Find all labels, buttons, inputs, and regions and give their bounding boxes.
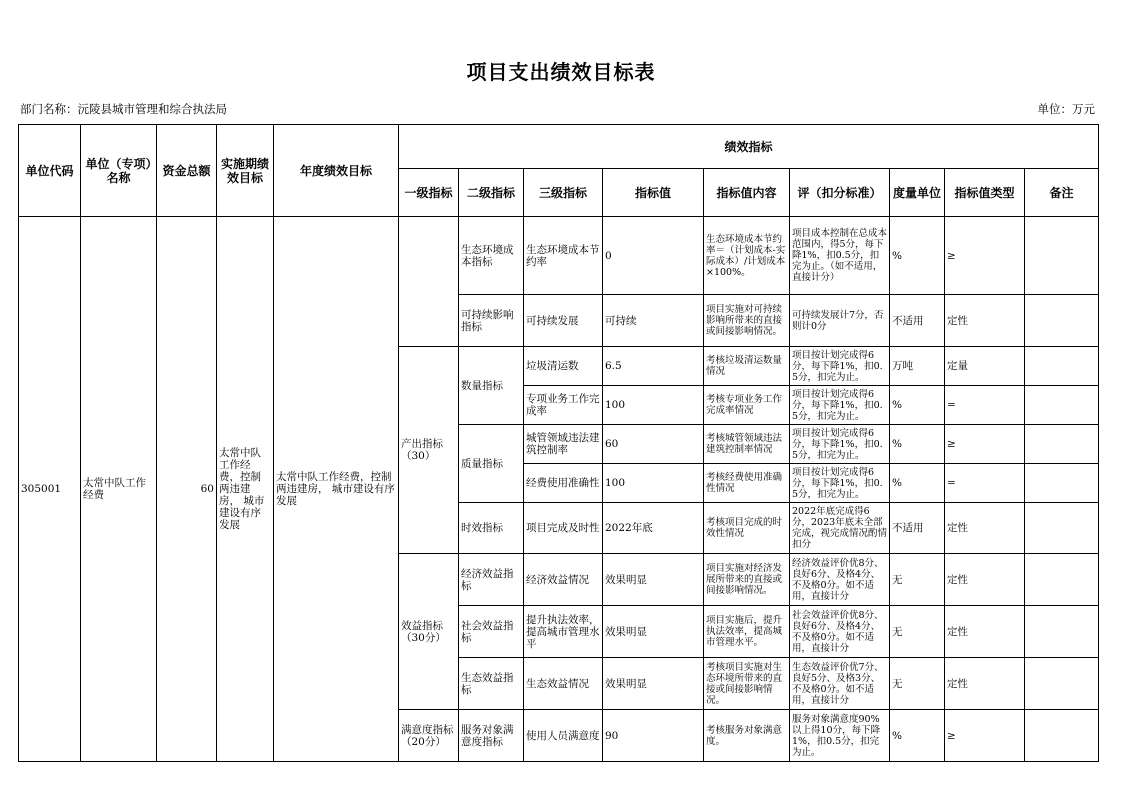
remark-cell	[1025, 217, 1099, 295]
header-level2: 二级指标	[459, 169, 524, 217]
header-period-goal: 实施期绩效目标	[217, 125, 274, 217]
criteria-cell: 项目按计划完成得6分，每下降1%，扣0.5分，扣完为止。	[790, 347, 890, 386]
content-cell: 生态环境成本节约率＝（计划成本-实际成本）/计划成本×100%。	[704, 217, 790, 295]
level1-satisfaction: 满意度指标（20分）	[399, 710, 459, 762]
level2-ecological: 生态效益指标	[459, 658, 524, 710]
header-unit-code: 单位代码	[19, 125, 81, 217]
level1-output: 产出指标（30）	[399, 347, 459, 554]
content-cell: 考核服务对象满意度。	[704, 710, 790, 762]
remark-cell	[1025, 386, 1099, 425]
level3-cell: 项目完成及时性	[524, 503, 603, 554]
criteria-cell: 社会效益评价优8分、良好6分、及格4分、不及格0分。如不适用，直接计分	[790, 606, 890, 658]
project-code: 305001	[19, 217, 81, 762]
remark-cell	[1025, 658, 1099, 710]
level3-cell: 使用人员满意度	[524, 710, 603, 762]
level2-quality: 质量指标	[459, 425, 524, 503]
unit-cell: %	[890, 386, 945, 425]
level3-cell: 生态环境成本节约率	[524, 217, 603, 295]
unit-cell: 无	[890, 658, 945, 710]
level2-social: 社会效益指标	[459, 606, 524, 658]
type-cell: ≥	[945, 425, 1025, 464]
unit-cell: %	[890, 464, 945, 503]
level3-cell: 经济效益情况	[524, 554, 603, 606]
unit-cell: %	[890, 425, 945, 464]
header-value-type: 指标值类型	[945, 169, 1025, 217]
project-name: 太常中队工作经费	[81, 217, 157, 762]
value-cell: 90	[603, 710, 704, 762]
project-period-goal: 太常中队工作经费，控制两违建房， 城市建设有序发展	[217, 217, 274, 762]
content-cell: 考核项目完成的时效性情况	[704, 503, 790, 554]
unit-cell: %	[890, 217, 945, 295]
content-cell: 考核城管领域违法建筑控制率情况	[704, 425, 790, 464]
header-row	[19, 125, 1099, 169]
level1-cost	[399, 217, 459, 347]
remark-cell	[1025, 503, 1099, 554]
value-cell: 效果明显	[603, 658, 704, 710]
content-cell: 考核项目实施对生态环境所带来的直接或间接影响情况。	[704, 658, 790, 710]
level2-sustain: 可持续影响指标	[459, 295, 524, 347]
unit-label: 单位：万元	[1037, 102, 1095, 116]
type-cell: 定性	[945, 658, 1025, 710]
table-row	[19, 217, 1099, 295]
performance-table	[18, 124, 1099, 762]
type-cell: 定性	[945, 295, 1025, 347]
level1-benefit: 效益指标（30分）	[399, 554, 459, 710]
type-cell: ≥	[945, 710, 1025, 762]
value-cell: 效果明显	[603, 554, 704, 606]
value-cell: 0	[603, 217, 704, 295]
header-level1: 一级指标	[399, 169, 459, 217]
header-annual-goal: 年度绩效目标	[274, 125, 399, 217]
remark-cell	[1025, 425, 1099, 464]
value-cell: 100	[603, 386, 704, 425]
type-cell: 定量	[945, 347, 1025, 386]
header-measure-unit: 度量单位	[890, 169, 945, 217]
content-cell: 考核经费使用准确性情况	[704, 464, 790, 503]
level3-cell: 垃圾清运数	[524, 347, 603, 386]
level2-timeliness: 时效指标	[459, 503, 524, 554]
value-cell: 6.5	[603, 347, 704, 386]
level3-cell: 城管领域违法建筑控制率	[524, 425, 603, 464]
header-fund-total: 资金总额	[157, 125, 217, 217]
level2-service: 服务对象满意度指标	[459, 710, 524, 762]
header-level3: 三级指标	[524, 169, 603, 217]
criteria-cell: 服务对象满意度90%以上得10分，每下降1%，扣0.5分，扣完为止。	[790, 710, 890, 762]
type-cell: =	[945, 386, 1025, 425]
level3-cell: 可持续发展	[524, 295, 603, 347]
header-criteria: 评（扣分标准）	[790, 169, 890, 217]
value-cell: 60	[603, 425, 704, 464]
header-value: 指标值	[603, 169, 704, 217]
criteria-cell: 经济效益评价优8分、良好6分、及格4分、不及格0分。如不适用，直接计分	[790, 554, 890, 606]
level3-cell: 经费使用准确性	[524, 464, 603, 503]
level3-cell: 专项业务工作完成率	[524, 386, 603, 425]
type-cell: 定性	[945, 503, 1025, 554]
unit-cell: 万吨	[890, 347, 945, 386]
remark-cell	[1025, 295, 1099, 347]
unit-cell: 不适用	[890, 503, 945, 554]
unit-cell: 无	[890, 606, 945, 658]
value-cell: 效果明显	[603, 606, 704, 658]
level2-eco-cost: 生态环境成本指标	[459, 217, 524, 295]
level3-cell: 提升执法效率，提高城市管理水平	[524, 606, 603, 658]
type-cell: =	[945, 464, 1025, 503]
content-cell: 考核专项业务工作完成率情况	[704, 386, 790, 425]
criteria-cell: 项目成本控制在总成本范围内，得5分，每下降1%，扣0.5分，扣完为止。（如不适用，直接计分）	[790, 217, 890, 295]
content-cell: 项目实施后，提升执法效率，提高城市管理水平。	[704, 606, 790, 658]
value-cell: 可持续	[603, 295, 704, 347]
content-cell: 项目实施对经济发展所带来的直接或间接影响情况。	[704, 554, 790, 606]
project-annual-goal: 太常中队工作经费，控制两违建房， 城市建设有序发展	[274, 217, 399, 762]
remark-cell	[1025, 710, 1099, 762]
project-amount: 60	[157, 217, 217, 762]
criteria-cell: 可持续发展计7分，否则计0分	[790, 295, 890, 347]
level2-economic: 经济效益指标	[459, 554, 524, 606]
type-cell: 定性	[945, 554, 1025, 606]
remark-cell	[1025, 554, 1099, 606]
unit-cell: 不适用	[890, 295, 945, 347]
level3-cell: 生态效益情况	[524, 658, 603, 710]
criteria-cell: 项目按计划完成得6分，每下降1%，扣0.5分，扣完为止。	[790, 386, 890, 425]
header-unit-name: 单位（专项）名称	[81, 125, 157, 217]
unit-cell: %	[890, 710, 945, 762]
header-indicators: 绩效指标	[399, 125, 1099, 169]
header-content: 指标值内容	[704, 169, 790, 217]
remark-cell	[1025, 606, 1099, 658]
criteria-cell: 项目按计划完成得6分，每下降1%，扣0.5分，扣完为止。	[790, 425, 890, 464]
remark-cell	[1025, 464, 1099, 503]
type-cell: 定性	[945, 606, 1025, 658]
unit-cell: 无	[890, 554, 945, 606]
department-label: 部门名称：沅陵县城市管理和综合执法局	[20, 102, 227, 116]
value-cell: 2022年底	[603, 503, 704, 554]
level2-quantity: 数量指标	[459, 347, 524, 425]
page-title: 项目支出绩效目标表	[466, 60, 656, 84]
type-cell: ≥	[945, 217, 1025, 295]
content-cell: 考核垃圾清运数量情况	[704, 347, 790, 386]
criteria-cell: 2022年底完成得6分，2023年底未全部完成，视完成情况酌情扣分	[790, 503, 890, 554]
content-cell: 项目实施对可持续影响所带来的直接或间接影响情况。	[704, 295, 790, 347]
value-cell: 100	[603, 464, 704, 503]
header-remark: 备注	[1025, 169, 1099, 217]
criteria-cell: 项目按计划完成得6分，每下降1%，扣0.5分，扣完为止。	[790, 464, 890, 503]
criteria-cell: 生态效益评价优7分、良好5分、及格3分、不及格0分。如不适用，直接计分	[790, 658, 890, 710]
remark-cell	[1025, 347, 1099, 386]
